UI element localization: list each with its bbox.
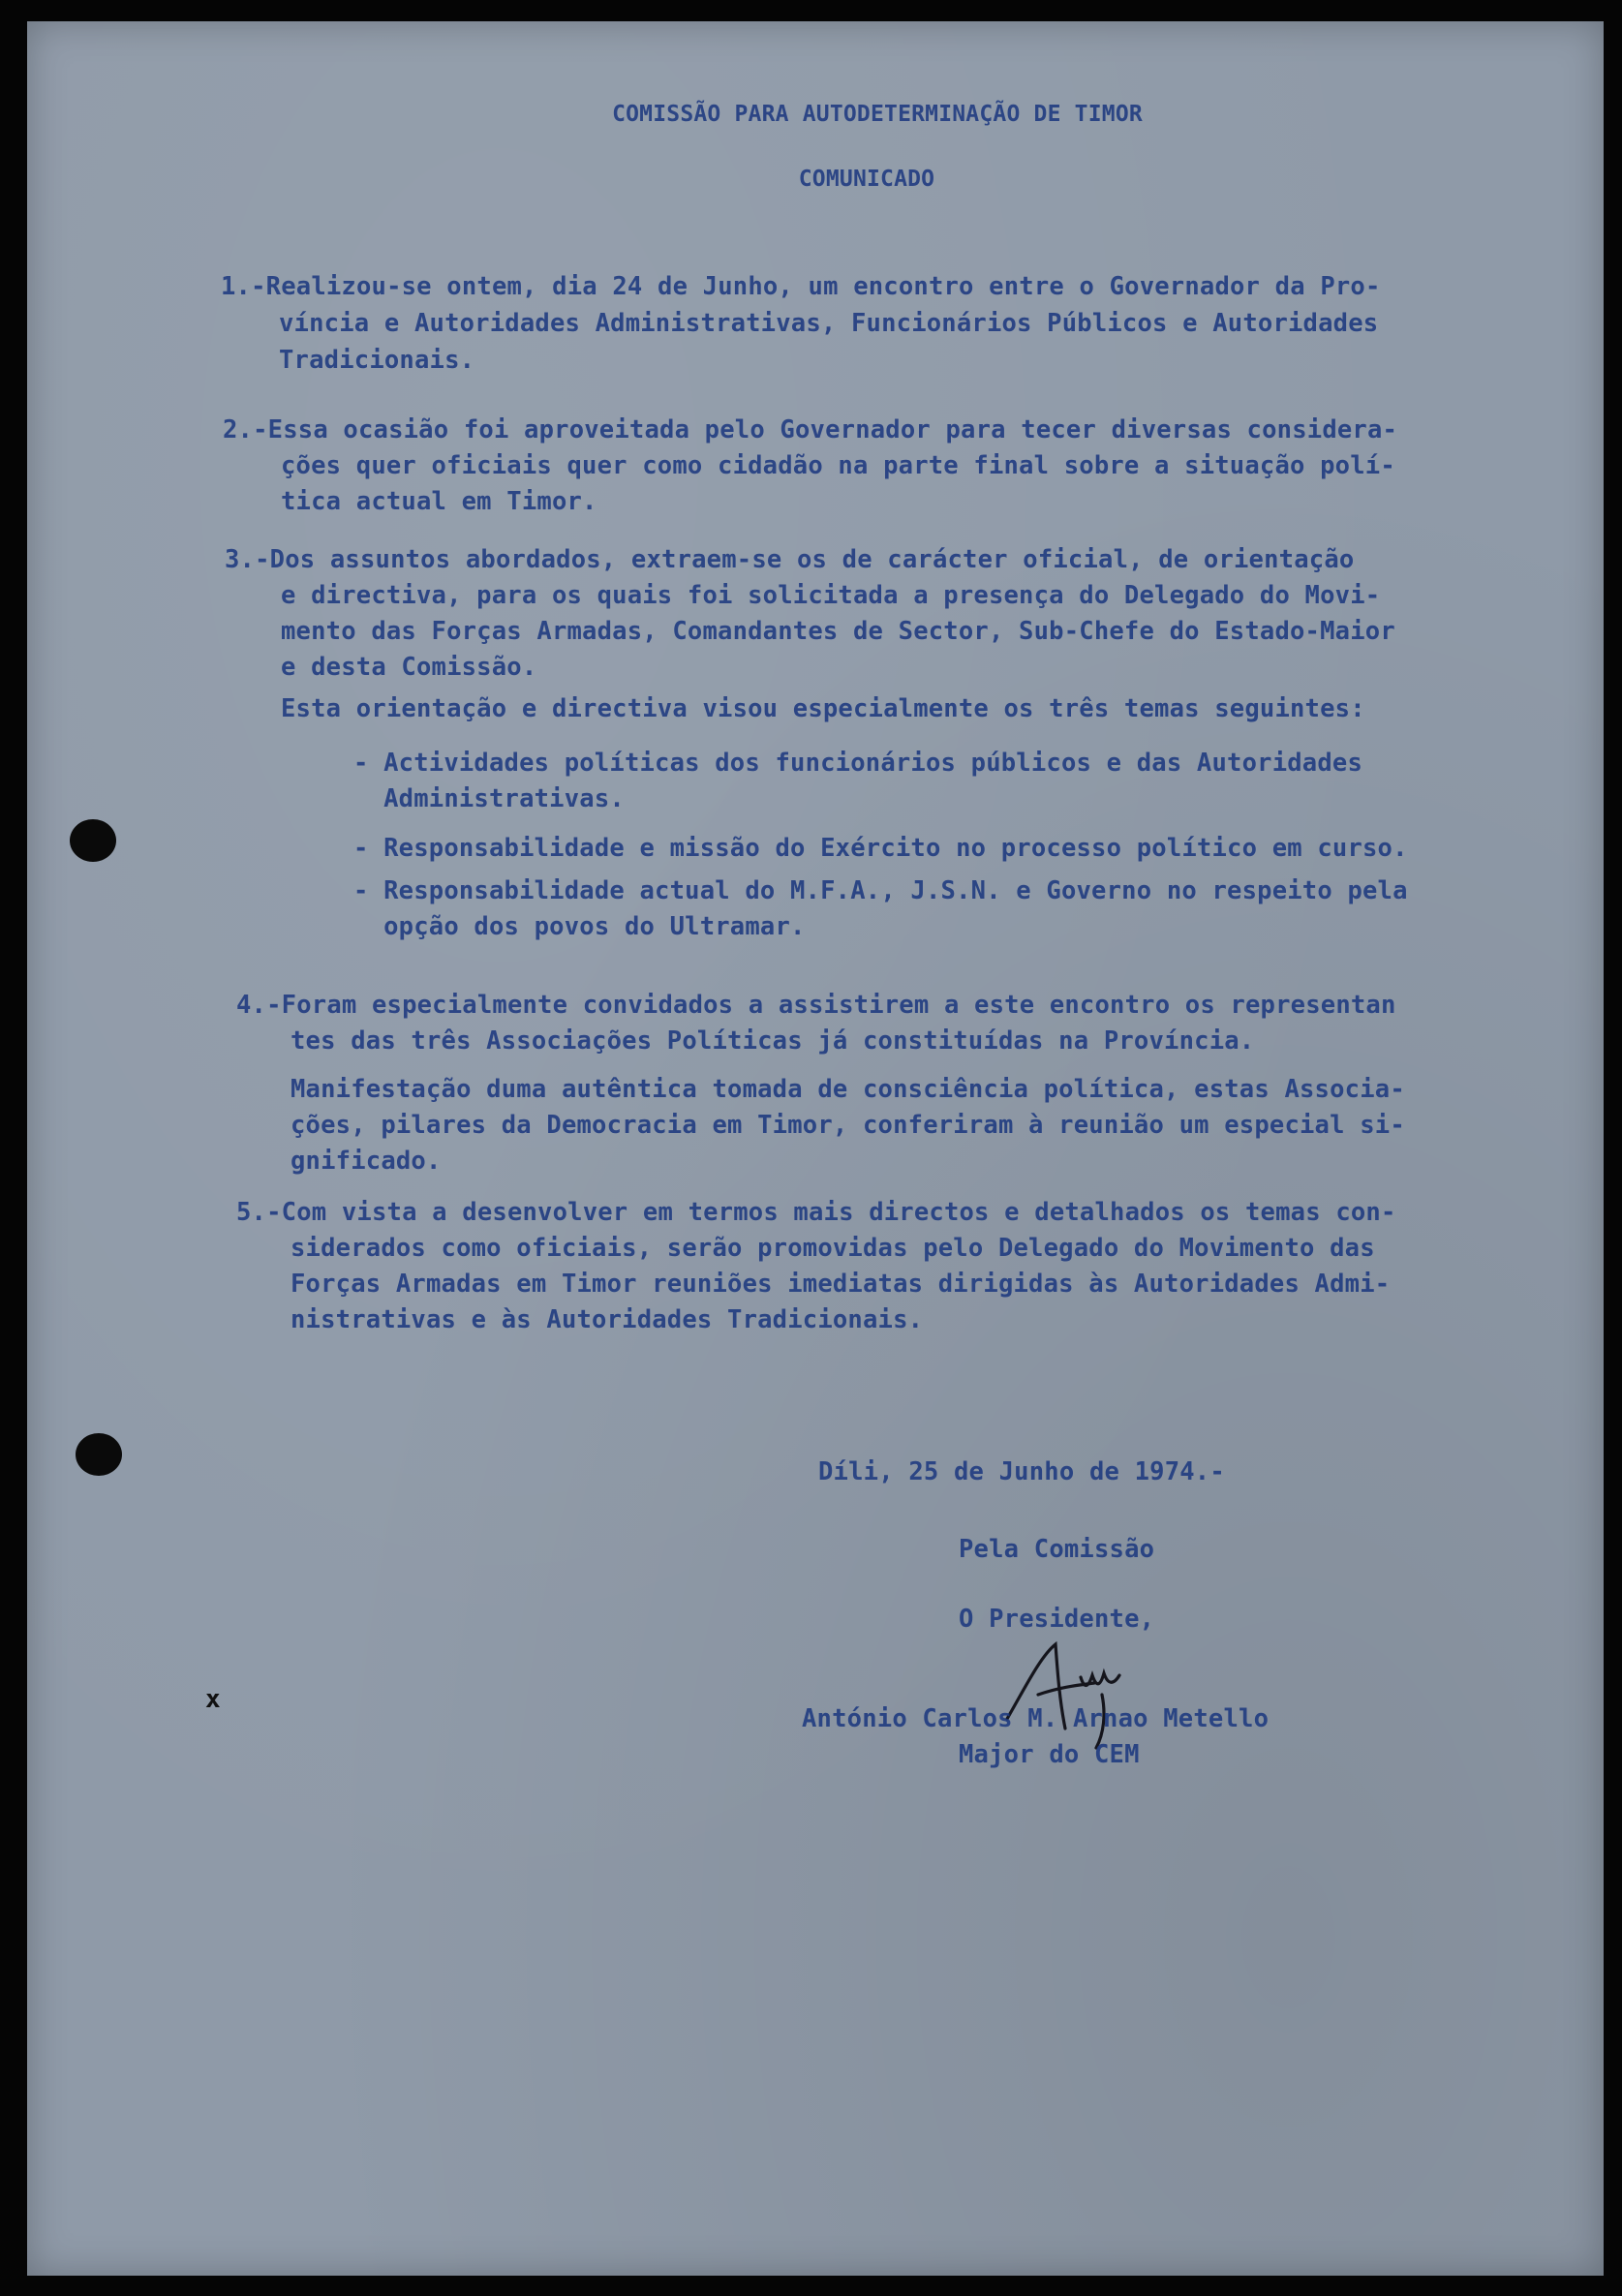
- document-page: [27, 21, 1604, 2276]
- bullet-1-line-2: Administrativas.: [353, 784, 625, 813]
- paragraph-5-line-3: Forças Armadas em Timor reuniões imediatas dirigidas às Autoridades Admi-: [291, 1270, 1391, 1299]
- paragraph-4b-line-3: gnificado.: [291, 1147, 442, 1176]
- paragraph-4-line-1: 4.-Foram especialmente convidados a assistirem a este encontro os representan: [236, 991, 1396, 1020]
- paragraph-3-intro: Esta orientação e directiva visou especialmente os três temas seguintes:: [281, 694, 1365, 723]
- document-subtitle: COMUNICADO: [798, 167, 935, 192]
- signatory-name: António Carlos M. Arnao Metello: [802, 1704, 1270, 1733]
- paragraph-5-line-4: nistrativas e às Autoridades Tradicionais.: [291, 1305, 924, 1334]
- paragraph-5-line-1: 5.-Com vista a desenvolver em termos mais directos e detalhados os temas con-: [236, 1198, 1396, 1227]
- bullet-2: - Responsabilidade e missão do Exército no processo político em curso.: [353, 834, 1408, 863]
- bullet-3-line-1: - Responsabilidade actual do M.F.A., J.S.N. e Governo no respeito pela: [353, 876, 1408, 905]
- punch-hole-bottom: [76, 1433, 122, 1476]
- paragraph-4b-line-2: ções, pilares da Democracia em Timor, conferiram à reunião um especial si-: [291, 1111, 1405, 1140]
- punch-hole-top: [70, 819, 116, 862]
- signatory-role: O Presidente,: [959, 1605, 1155, 1634]
- paragraph-2-line-3: tica actual em Timor.: [281, 487, 597, 516]
- paragraph-5-line-2: siderados como oficiais, serão promovidas pelo Delegado do Movimento das: [291, 1234, 1375, 1263]
- signatory-rank: Major do CEM: [959, 1740, 1140, 1769]
- bullet-1-line-1: - Actividades políticas dos funcionários públicos e das Autoridades: [353, 749, 1363, 778]
- paragraph-1-line-3: Tradicionais.: [279, 346, 475, 375]
- paragraph-3-line-4: e desta Comissão.: [281, 653, 537, 682]
- paragraph-3-line-3: mento das Forças Armadas, Comandantes de Sector, Sub-Chefe do Estado-Maior: [281, 617, 1395, 646]
- place-date: Díli, 25 de Junho de 1974.-: [818, 1457, 1225, 1486]
- paragraph-1-line-1: 1.-Realizou-se ontem, dia 24 de Junho, um encontro entre o Governador da Pro-: [221, 272, 1381, 301]
- margin-mark: x: [205, 1685, 221, 1714]
- paragraph-2-line-1: 2.-Essa ocasião foi aproveitada pelo Governador para tecer diversas considera-: [223, 415, 1398, 444]
- paragraph-3-line-2: e directiva, para os quais foi solicitada a presença do Delegado do Movi-: [281, 581, 1381, 610]
- paragraph-1-line-2: víncia e Autoridades Administrativas, Funcionários Públicos e Autoridades: [279, 309, 1379, 338]
- document-title: COMISSÃO PARA AUTODETERMINAÇÃO DE TIMOR: [612, 102, 1143, 127]
- paragraph-3-line-1: 3.-Dos assuntos abordados, extraem-se os de carácter oficial, de orientação: [225, 545, 1355, 574]
- paragraph-2-line-2: ções quer oficiais quer como cidadão na parte final sobre a situação polí-: [281, 451, 1395, 480]
- bullet-3-line-2: opção dos povos do Ultramar.: [353, 912, 806, 941]
- paragraph-4b-line-1: Manifestação duma autêntica tomada de consciência política, estas Associa-: [291, 1075, 1405, 1104]
- signatory-body: Pela Comissão: [959, 1535, 1155, 1564]
- paragraph-4-line-2: tes das três Associações Políticas já constituídas na Província.: [291, 1026, 1255, 1056]
